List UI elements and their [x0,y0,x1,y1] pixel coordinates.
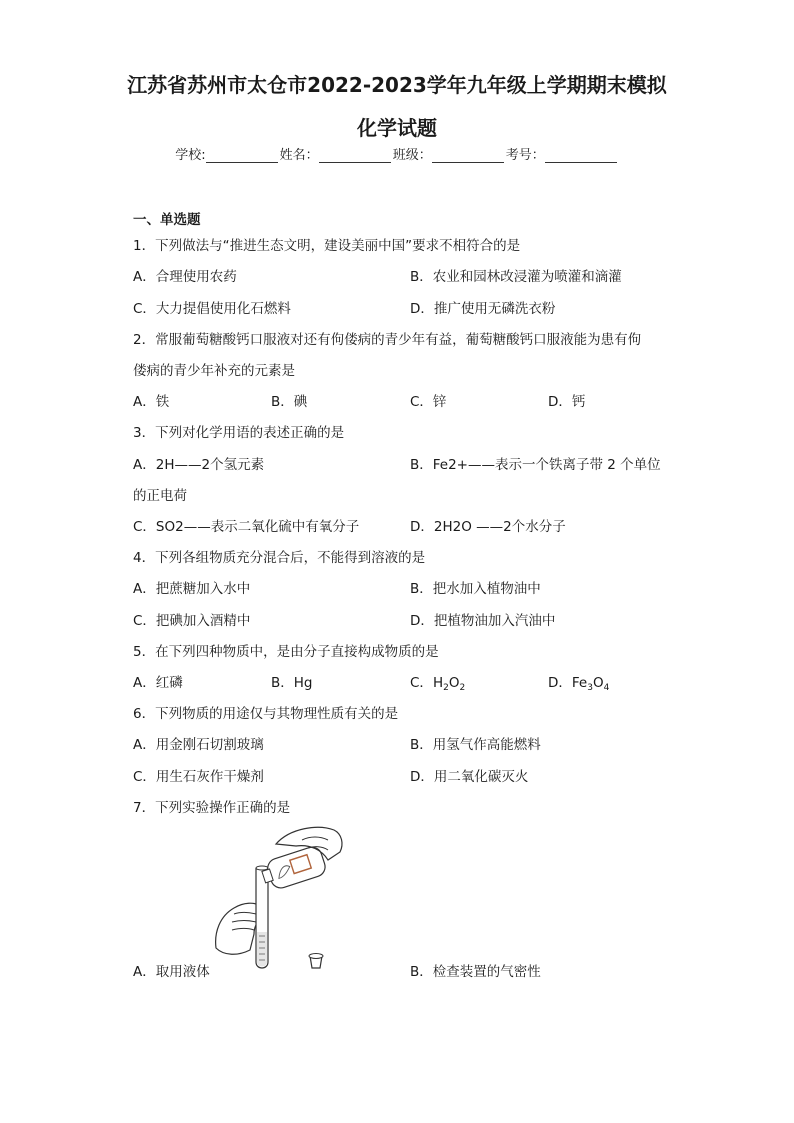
q6-option-c: C．用生石灰作干燥剂 [133,769,264,785]
question-5-stem: 5．在下列四种物质中，是由分子直接构成物质的是 [133,644,439,660]
school-label: 学校: [175,148,206,163]
q6-option-d: D．用二氧化碳灭火 [410,769,529,785]
q1-option-b: B．农业和园林改浸灌为喷灌和滴灌 [410,269,622,285]
q1-option-a: A．合理使用农药 [133,269,237,285]
school-blank[interactable] [206,148,278,163]
question-4-stem: 4．下列各组物质充分混合后，不能得到溶液的是 [133,550,426,566]
q5-option-c [410,671,465,693]
liquid-pouring-illustration [210,822,346,974]
q4-option-b: B．把水加入植物油中 [410,581,541,597]
finger-lines [232,913,256,931]
q2-option-a: A．铁 [133,394,170,410]
q5-option-d [548,671,609,693]
q2-option-b: B．碘 [271,394,308,410]
question-2-stem-line2: 偻病的青少年补充的元素是 [133,363,295,379]
question-2-stem-line1: 2．常服葡萄糖酸钙口服液对还有佝偻病的青少年有益，葡萄糖酸钙口服液能为患有佝 [133,332,642,348]
q3-option-b: B．Fe2+——表示一个铁离子带 2 个单位 [410,457,661,473]
page-subtitle: 化学试题 [357,116,437,140]
q6-option-a: A．用金刚石切割玻璃 [133,737,264,753]
q5-option-c-formula: $H_2O_2$ [432,675,466,693]
q4-option-a: A．把蔗糖加入水中 [133,581,251,597]
q1-option-d: D．推广使用无磷洗衣粉 [410,301,556,317]
section-title: 一、单选题 [133,212,201,228]
q5-option-c-prefix: C． [410,675,433,691]
class-label: 班级： [392,148,432,163]
q4-option-c: C．把碘加入酒精中 [133,613,251,629]
q7-option-b: B．检查装置的气密性 [410,964,541,980]
page-title: 江苏省苏州市太仓市2022-2023学年九年级上学期期末模拟 [127,73,667,97]
stopper-top [309,954,323,959]
q2-option-d: D．钙 [548,394,586,410]
exam-no-label: 考号： [505,148,545,163]
q4-option-d: D．把植物油加入汽油中 [410,613,556,629]
question-7-stem: 7．下列实验操作正确的是 [133,800,291,816]
q3-option-c: C．SO2——表示二氧化硫中有氧分子 [133,519,360,535]
q5-option-d-prefix: D． [548,675,572,691]
q5-option-b: B．Hg [271,675,313,691]
question-1-stem: 1．下列做法与“推进生态文明，建设美丽中国”要求不相符合的是 [133,238,521,254]
q3-option-a: A．2H——2个氢元素 [133,457,265,473]
q3-option-d: D．2H2O ——2个水分子 [410,519,566,535]
q7-option-a: A．取用液体 [133,964,210,980]
student-info-line [0,144,794,163]
q5-option-a: A．红磷 [133,675,183,691]
question-6-stem: 6．下列物质的用途仅与其物理性质有关的是 [133,706,399,722]
name-label: 姓名： [279,148,319,163]
q6-option-b: B．用氢气作高能燃料 [410,737,541,753]
q2-option-c: C．锌 [410,394,447,410]
test-tube-liquid [257,932,267,967]
class-blank[interactable] [432,148,504,163]
q3-option-b-continued: 的正电荷 [133,488,187,504]
q1-option-c: C．大力提倡使用化石燃料 [133,301,291,317]
question-3-stem: 3．下列对化学用语的表述正确的是 [133,425,345,441]
test-tube-mouth [256,866,268,870]
name-blank[interactable] [319,148,391,163]
exam-no-blank[interactable] [545,148,617,163]
q5-option-d-formula: $Fe_3O_4$ [571,675,610,693]
